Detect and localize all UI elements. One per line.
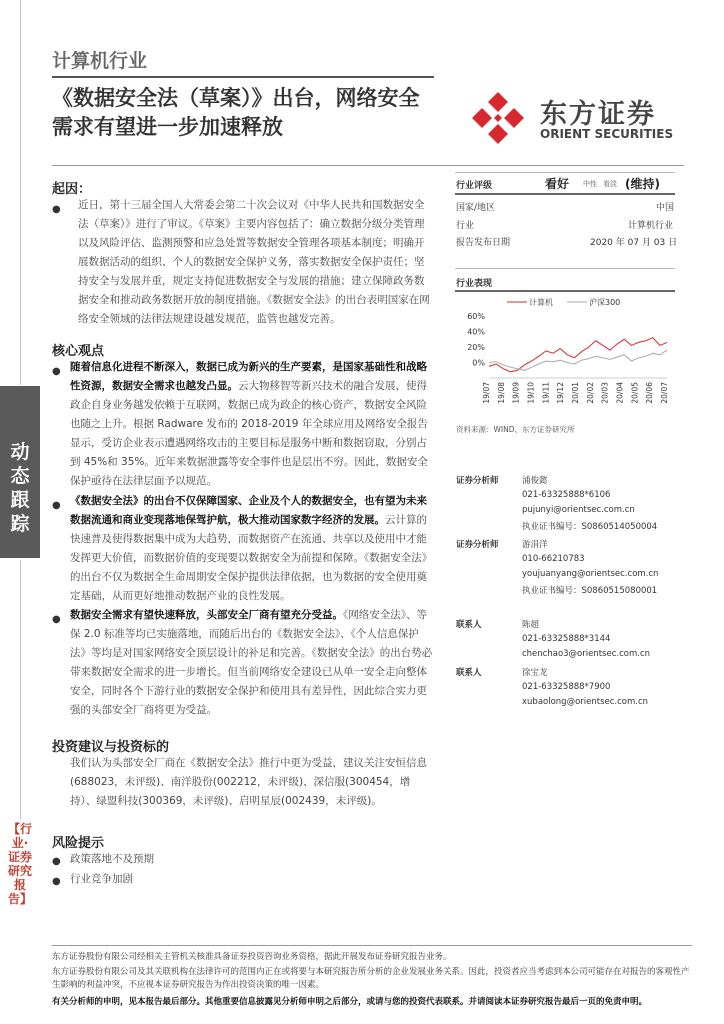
logo-text-cn: 东方证券 xyxy=(540,99,656,130)
core-heading: 核心观点 xyxy=(52,344,105,359)
core-item-3-bold: 数据安全需求有望快速释放，头部安全厂商有望充分受益。 xyxy=(70,609,343,621)
bullet-icon: ● xyxy=(52,500,61,511)
report-tag: 【行业·证券研究报告】 xyxy=(7,822,32,906)
analyst-name: 浦俊懿 xyxy=(522,476,548,486)
rating-label: 行业评级 xyxy=(456,181,493,191)
y-tick-label: 60% xyxy=(467,312,485,321)
x-tick-label: 20/06 xyxy=(645,382,655,404)
page-title: 《数据安全法（草案）》出台，网络安全需求有望进一步加速释放 xyxy=(52,86,420,139)
x-tick-label: 20/01 xyxy=(571,382,580,404)
analyst-email: youjuanyang@orientsec.com.cn xyxy=(522,569,659,579)
x-tick-label: 20/02 xyxy=(585,382,595,404)
region-label: 国家/地区 xyxy=(456,203,496,213)
core-item-3-text: 《网络安全法》、等保 2.0 标准等均已实施落地，而随后出台的《数据安全法》、《个人信息保护法》等均是对国家网络安全顶层设计的补足和完善。《数据安全法》的出台势必带来数据安全需求的进一步增长。但当前网络安全建设已从单一安全走向整体安全，同时各个下游行业的数据安全保护和使用具有差异性，因此综合实力更强的头部安全厂商将更为受益。 xyxy=(70,609,433,716)
series-line-1 xyxy=(489,338,667,372)
bullet-icon: ● xyxy=(52,876,61,887)
legend-text-series-2: 沪深300 xyxy=(589,298,621,307)
risk-item-1: 政策落地不及预期 xyxy=(70,853,154,865)
chart-source: 资料来源：WIND、东方证券研究所 xyxy=(456,425,575,434)
core-item-1-text: 云大物移智等新兴技术的融合发展，使得政企自身业务越发依赖于互联网，数据已成为政企的核心资产，数据安全风险也随之上升。根据 Radware 发布的 2018-2019 年全球应用及网络安全报告显示，受访企业表示遭遇网络攻击的主要目标是服务中断和数据窃取，分别占到 45%和 35%。近年来数据泄露等安全事件也是层出不穷。因此，数据安全保护亟待在法律层面予以规范。 xyxy=(70,380,428,487)
x-tick-label: 19/11 xyxy=(541,382,551,404)
x-tick-label: 19/09 xyxy=(511,382,521,404)
analyst-role: 联系人 xyxy=(456,620,482,630)
x-tick-label: 20/04 xyxy=(615,382,625,404)
x-tick-label: 20/07 xyxy=(660,382,669,404)
footer-rule xyxy=(52,945,692,946)
sector-value: 计算机行业 xyxy=(628,221,674,231)
analyst-email: xubaolong@orientsec.com.cn xyxy=(522,697,649,707)
x-tick-label: 19/12 xyxy=(556,382,566,404)
bullet-icon: ● xyxy=(52,366,61,377)
date-label: 报告发布日期 xyxy=(456,238,511,248)
rating-rule-top xyxy=(455,172,675,173)
analyst-role: 证券分析师 xyxy=(456,476,499,486)
date-value: 2020 年 07 月 03 日 xyxy=(590,238,678,248)
x-tick-label: 20/03 xyxy=(600,382,610,404)
sidebar-divider-bottom xyxy=(20,560,21,820)
y-tick-label: 20% xyxy=(467,343,485,352)
rating-opt1: 中性 xyxy=(583,180,597,188)
x-tick-label: 19/07 xyxy=(482,382,491,404)
risk-item-2: 行业竞争加剧 xyxy=(70,873,133,885)
analyst-cert: 执业证书编号：S0860515080001 xyxy=(522,586,658,596)
rating-rule xyxy=(455,193,675,195)
sidebar-divider-top xyxy=(20,0,21,385)
analyst-name: 陈超 xyxy=(522,620,540,630)
y-tick-label: 40% xyxy=(467,327,485,337)
advice-heading: 投资建议与投资标的 xyxy=(52,740,170,755)
industry-name: 计算机行业 xyxy=(52,50,148,72)
legend-text-series-1: 计算机 xyxy=(529,298,553,307)
core-item-2-text: 云计算的快速普及使得数据集中成为大趋势，而数据资产在流通、共享以及使用中才能发挥更大价值，而数据价值的变现要以数据安全为前提和保障。《数据安全法》的出台不仅为数据全生命周期安全保护提供法律依据，也为数据的安全使用奠定基础，从而更好地推动数据产业的良性发展。 xyxy=(70,514,433,602)
rating-opt2: 看淡 xyxy=(603,180,617,188)
analyst-phone: 021-63325888*6106 xyxy=(522,490,611,500)
performance-chart xyxy=(455,294,675,414)
analyst-phone: 021-63325888*3144 xyxy=(522,634,611,644)
y-tick-label: 0% xyxy=(472,358,485,368)
origin-text: 近日，第十三届全国人大常委会第二十次会议对《中华人民共和国数据安全法（草案）》进行了审议。《草案》主要内容包括了：确立数据分级分类管理以及风险评估、监测预警和应急处置等数据安全管理各项基本制度；明确开展数据活动的组织、个人的数据安全保护义务，落实数据安全保护责任；坚持安全与发展并重，规定支持促进数据安全与发展的措施；建立保障政务数据安全和推动政务数据开放的制度措施。《数据安全法》的出台表明国家在网络安全领域的法律法规建设越发规范，监管也越发完善。 xyxy=(78,199,430,325)
sidebar-label: 动态跟踪 xyxy=(10,441,30,535)
analyst-cert: 执业证书编号：S0860514050004 xyxy=(522,522,658,532)
orient-logo-icon xyxy=(470,90,526,146)
bullet-icon: ● xyxy=(52,204,61,215)
title-rule xyxy=(52,165,684,166)
logo-text-en: ORIENT SECURITIES xyxy=(540,127,674,141)
core-item-1-bold: 随着信息化进程不断深入，数据已成为新兴的生产要素，是国家基础性和战略性资源，数据安全需求也越发凸显。 xyxy=(70,361,427,392)
chart-rule-top xyxy=(455,268,675,269)
sector-label: 行业 xyxy=(456,221,475,231)
analyst-role: 证券分析师 xyxy=(456,540,499,550)
advice-text: 我们认为头部安全厂商在《数据安全法》推行中更为受益，建议关注安恒信息(688023，未评级)、南洋股份(002212，未评级)、深信服(300454，增持）、绿盟科技(300369，未评级)、启明星辰(002439，未评级)。 xyxy=(70,757,427,807)
risk-heading: 风险提示 xyxy=(52,836,105,851)
core-item-3 xyxy=(70,606,434,720)
analyst-name: 游涓洋 xyxy=(522,540,548,550)
analyst-role: 联系人 xyxy=(456,668,482,678)
analyst-name: 徐宝龙 xyxy=(522,668,548,678)
series-line-2 xyxy=(489,350,667,370)
footer-line-2: 东方证券股份有限公司及其关联机构在法律许可的范围内正在或将要与本研究报告所分析的企业发展业务关系。因此，投资者应当考虑到本公司可能存在对报告的客观性产生影响的利益冲突，不应视本证券研究报告为作出投资决策的唯一因素。 xyxy=(52,967,690,990)
region-value: 中国 xyxy=(656,203,675,213)
x-tick-label: 19/08 xyxy=(496,382,506,404)
analyst-email: chenchao3@orientsec.com.cn xyxy=(522,649,651,659)
core-item-2 xyxy=(70,492,434,606)
analyst-phone: 021-63325888*7900 xyxy=(522,682,611,692)
chart-title: 行业表现 xyxy=(456,279,493,289)
core-item-2-bold: 《数据安全法》的出台不仅保障国家、企业及个人的数据安全，也有望为未来数据流通和商业变现落地保驾护航，极大推动国家数字经济的发展。 xyxy=(70,495,427,526)
footer-line-1: 东方证券股份有限公司经相关主管机关核准具备证券投资咨询业务资格，据此开展发布证券研究报告业务。 xyxy=(52,952,452,962)
analyst-email: pujunyi@orientsec.com.cn xyxy=(522,505,635,515)
rating-keep: (维持) xyxy=(625,177,660,191)
rating-main: 看好 xyxy=(545,177,570,191)
bullet-icon: ● xyxy=(52,856,61,867)
chart-rule xyxy=(455,290,675,292)
header-rule xyxy=(52,76,434,78)
footer-line-3: 有关分析师的申明，见本报告最后部分。其他重要信息披露见分析师申明之后部分，或请与您的投资代表联系。并请阅读本证券研究报告最后一页的免责申明。 xyxy=(52,997,648,1007)
x-tick-label: 19/10 xyxy=(526,382,536,404)
bullet-icon: ● xyxy=(52,614,61,625)
x-tick-label: 20/05 xyxy=(630,382,640,404)
analyst-phone: 010-66210783 xyxy=(522,554,585,564)
core-item-1 xyxy=(70,358,434,491)
origin-heading: 起因： xyxy=(52,182,92,197)
